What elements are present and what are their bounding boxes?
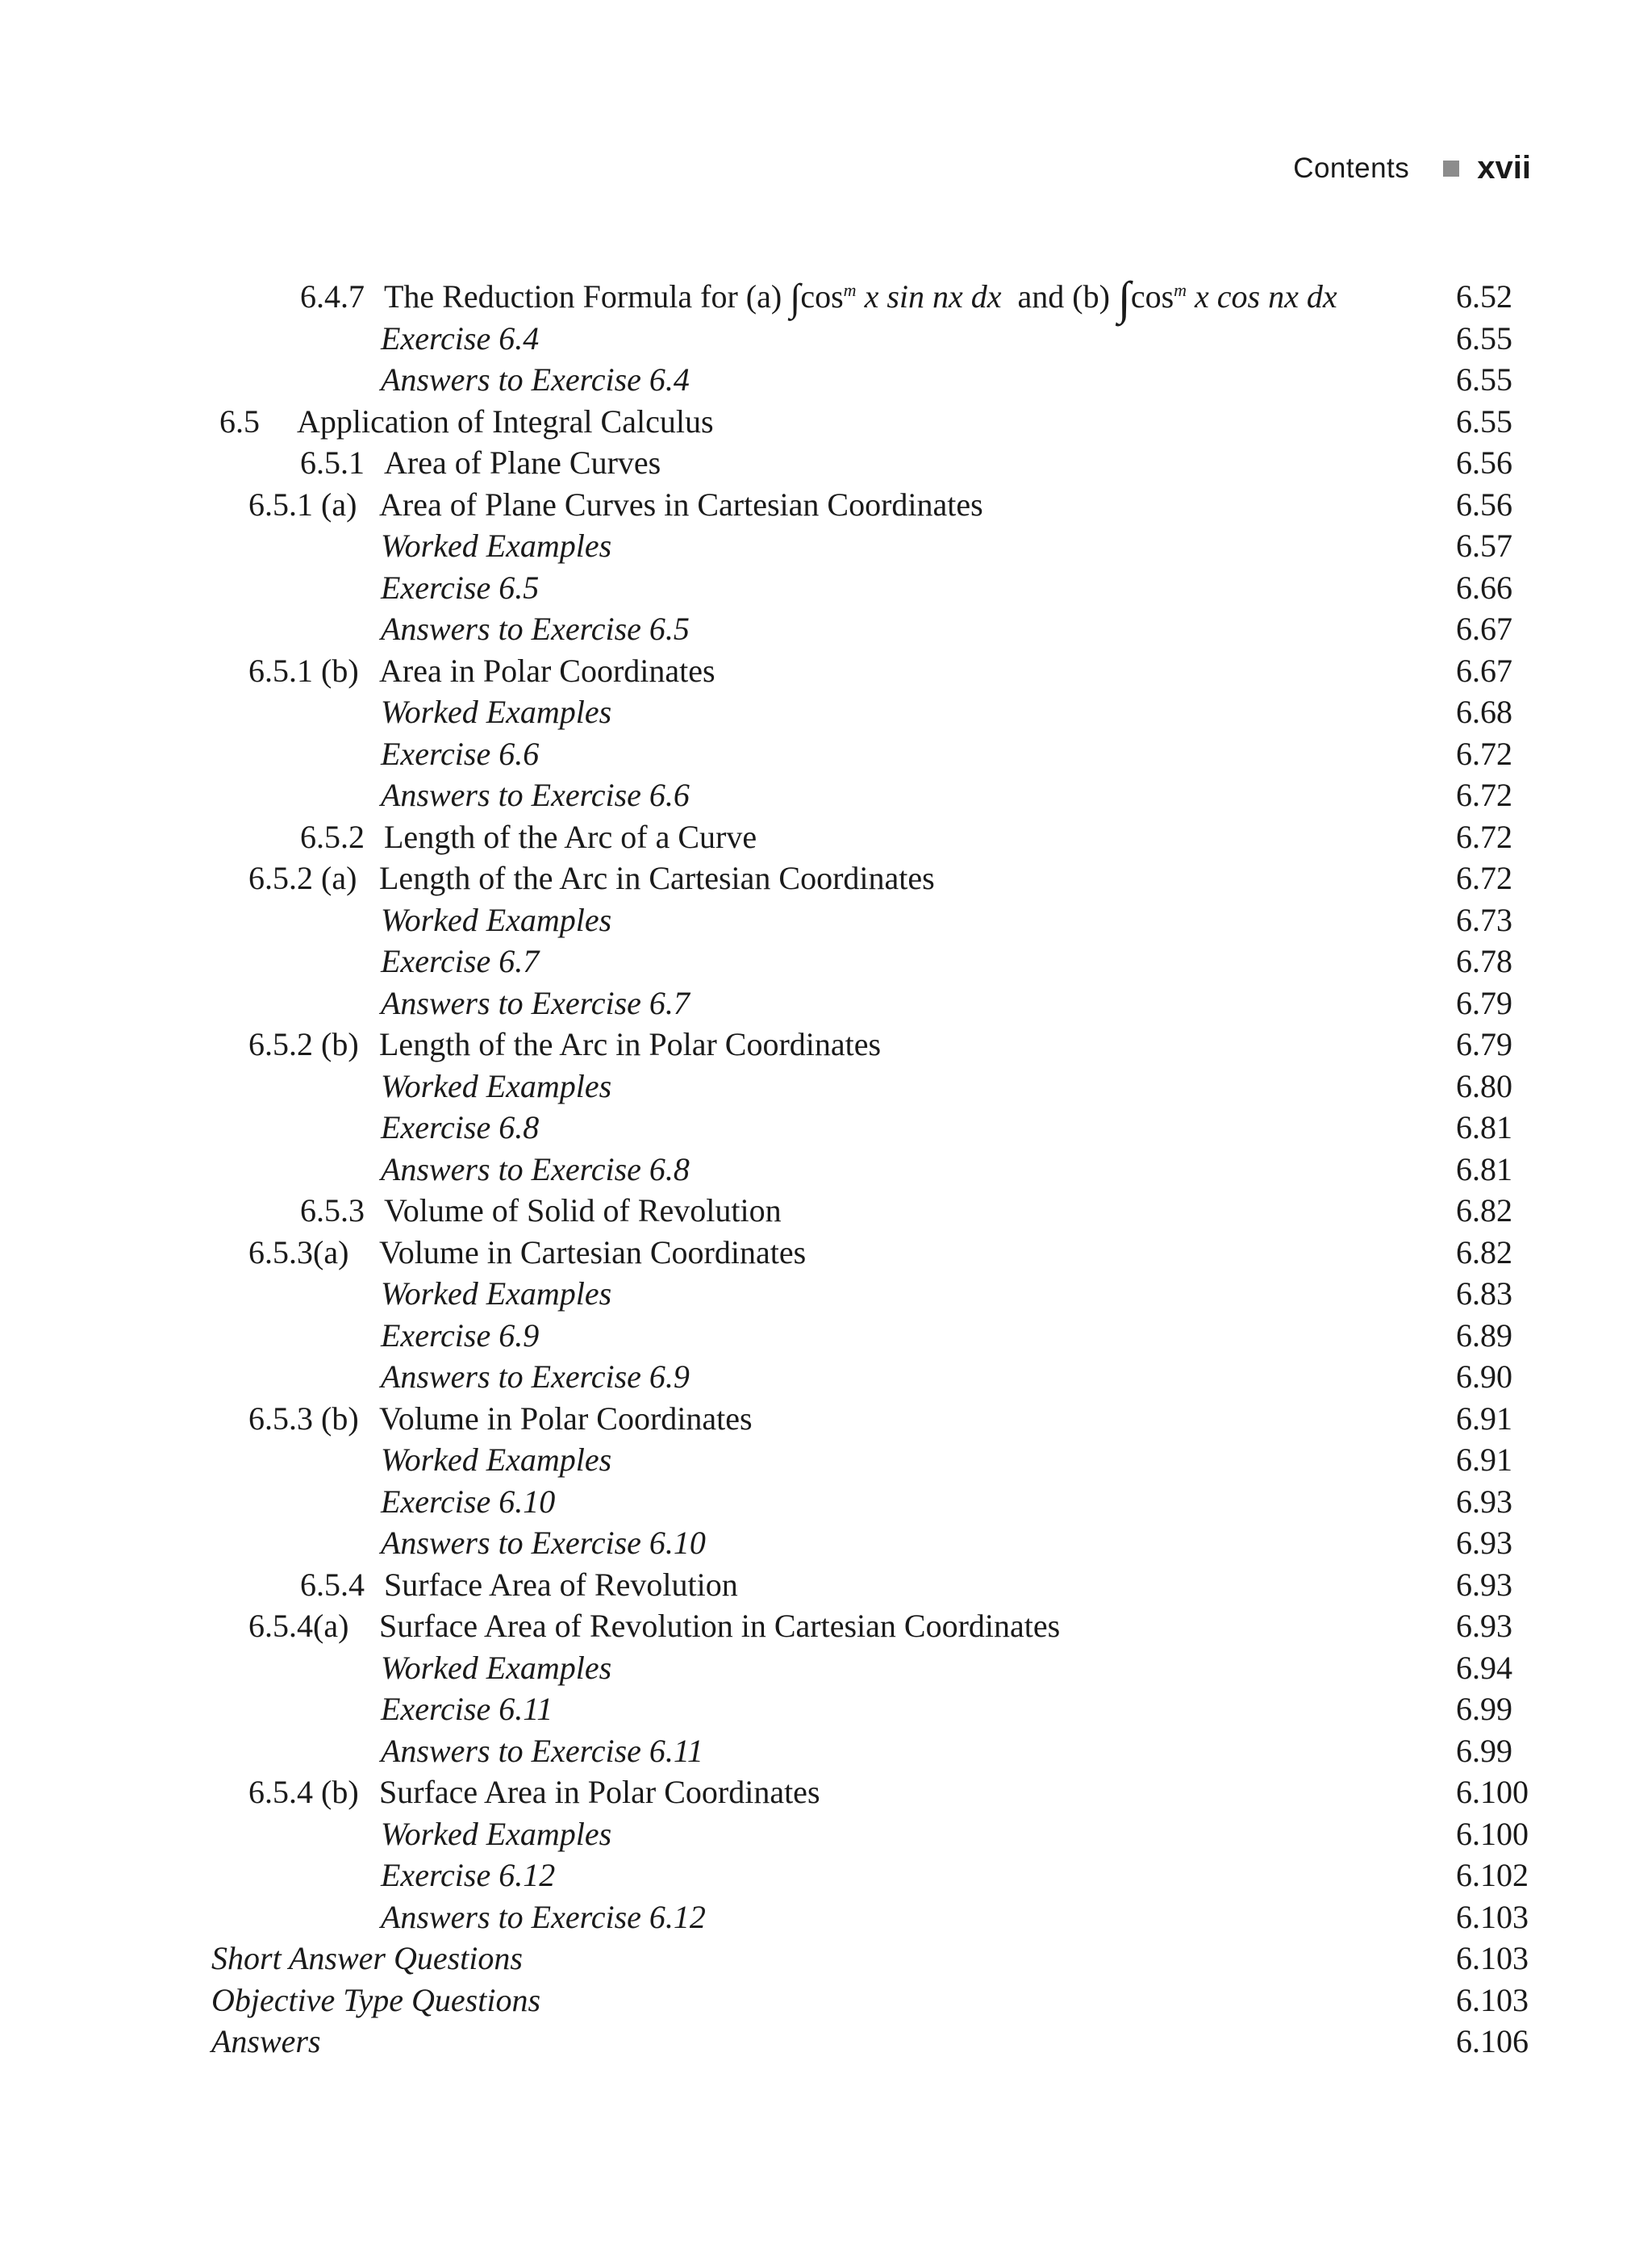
toc-page: 6.99 <box>1456 1732 1512 1769</box>
toc-title: Answers to Exercise 6.8 <box>381 1150 690 1187</box>
toc-number: 6.5.4(a) <box>248 1608 349 1644</box>
toc-row <box>0 1315 1652 1357</box>
toc-row <box>0 1605 1652 1647</box>
toc-page: 6.79 <box>1456 1026 1512 1062</box>
toc-page: 6.93 <box>1456 1483 1512 1520</box>
toc-title-formula: The Reduction Formula for (a) $\int\cos^m$ x sin nx dx and (b) $\int\cos^m$ x cos nx dx <box>384 272 1337 324</box>
toc-page: 6.93 <box>1456 1566 1512 1603</box>
toc-page: 6.55 <box>1456 361 1512 398</box>
toc-title: Area of Plane Curves <box>384 444 661 481</box>
toc-row <box>0 1854 1652 1896</box>
toc-title: Surface Area in Polar Coordinates <box>379 1774 820 1810</box>
toc-title: Exercise 6.12 <box>381 1857 556 1893</box>
toc-number: 6.5.4 <box>300 1566 365 1603</box>
toc-page: 6.80 <box>1456 1067 1512 1104</box>
toc-row <box>0 1356 1652 1398</box>
header-section-title: Contents <box>1293 152 1410 184</box>
toc-title: Exercise 6.9 <box>381 1316 540 1354</box>
toc-number: 6.5.2 (a) <box>248 860 357 896</box>
toc-row-formula <box>0 272 1652 324</box>
toc-page: 6.67 <box>1456 652 1512 689</box>
toc-title: Volume in Cartesian Coordinates <box>379 1233 807 1270</box>
toc-page: 6.67 <box>1456 611 1512 647</box>
toc-number: 6.5.3(a) <box>248 1233 349 1270</box>
toc-page: 6.90 <box>1456 1358 1512 1395</box>
toc-page: 6.83 <box>1456 1275 1512 1312</box>
toc-page: 6.56 <box>1456 444 1512 481</box>
toc-page: 6.81 <box>1456 1109 1512 1145</box>
toc-row <box>0 1232 1652 1274</box>
toc-title: Worked Examples <box>381 1649 612 1686</box>
toc-page: 6.55 <box>1456 319 1512 357</box>
toc-row <box>0 1730 1652 1772</box>
toc-title: Exercise 6.4 <box>381 319 540 357</box>
toc-title: Answers to Exercise 6.11 <box>381 1732 703 1769</box>
toc-page: 6.55 <box>1456 403 1512 440</box>
toc-title: Exercise 6.10 <box>381 1483 556 1520</box>
toc-title: Answers to Exercise 6.6 <box>381 777 690 813</box>
toc-page: 6.72 <box>1456 777 1512 813</box>
toc-row <box>0 1564 1652 1606</box>
toc-page: 6.102 <box>1456 1857 1529 1893</box>
toc-number: 6.5.2 (b) <box>248 1026 359 1062</box>
toc-title: Exercise 6.5 <box>381 569 540 606</box>
toc-row <box>0 857 1652 899</box>
toc-title: Answers to Exercise 6.5 <box>381 611 690 647</box>
toc-page: 6.103 <box>1456 1940 1529 1976</box>
toc-row <box>0 1439 1652 1481</box>
toc-title: Length of the Arc in Polar Coordinates <box>379 1026 882 1062</box>
toc-page: 6.72 <box>1456 818 1512 855</box>
toc-number: 6.5.3 (b) <box>248 1400 359 1437</box>
header-square-icon <box>1443 161 1459 177</box>
toc-page: 6.81 <box>1456 1150 1512 1187</box>
toc-row <box>0 733 1652 775</box>
toc-row <box>0 774 1652 816</box>
toc-title: Short Answer Questions <box>211 1940 523 1976</box>
toc-row <box>0 1647 1652 1689</box>
toc-row <box>0 650 1652 692</box>
toc-page: 6.93 <box>1456 1525 1512 1561</box>
toc-row <box>0 484 1652 526</box>
toc-number: 6.5.1 (a) <box>248 486 357 523</box>
toc-title: Answers <box>211 2023 321 2059</box>
toc-row <box>0 1190 1652 1232</box>
toc-title: Surface Area of Revolution <box>384 1566 738 1603</box>
toc-row <box>0 1066 1652 1108</box>
toc-number: 6.5.3 <box>300 1192 365 1229</box>
toc-number: 6.4.7 <box>300 278 365 315</box>
toc-page: 6.79 <box>1456 984 1512 1021</box>
toc-row <box>0 1522 1652 1564</box>
toc-title: Answers to Exercise 6.10 <box>381 1525 706 1561</box>
toc-row <box>0 941 1652 982</box>
toc-row <box>0 1980 1652 2021</box>
toc-title: Worked Examples <box>381 901 612 938</box>
toc-title: Exercise 6.6 <box>381 735 540 772</box>
toc-title: Application of Integral Calculus <box>297 403 714 440</box>
toc-row <box>0 1149 1652 1191</box>
toc-row <box>0 318 1652 360</box>
toc-number: 6.5.2 <box>300 818 365 855</box>
toc-title: Volume of Solid of Revolution <box>384 1192 782 1229</box>
toc-title: Worked Examples <box>381 1067 612 1104</box>
toc-title: Volume in Polar Coordinates <box>379 1400 753 1437</box>
toc-page: 6.73 <box>1456 901 1512 938</box>
toc-page: 6.91 <box>1456 1400 1512 1437</box>
toc-page: 6.68 <box>1456 694 1512 730</box>
toc-number: 6.5.1 <box>300 444 365 481</box>
toc-row <box>0 691 1652 733</box>
toc-page: 6.99 <box>1456 1691 1512 1727</box>
toc-page: 6.94 <box>1456 1649 1512 1686</box>
toc-row <box>0 899 1652 941</box>
toc-row <box>0 608 1652 650</box>
toc-number: 6.5 <box>219 403 260 440</box>
toc-row <box>0 442 1652 484</box>
toc-row <box>0 1398 1652 1440</box>
running-header <box>1293 150 1531 186</box>
toc-page: 6.106 <box>1456 2023 1529 2059</box>
table-of-contents <box>0 272 1652 2063</box>
toc-title: Worked Examples <box>381 1441 612 1478</box>
toc-number: 6.5.4 (b) <box>248 1774 359 1810</box>
toc-row <box>0 1481 1652 1523</box>
toc-row <box>0 525 1652 567</box>
toc-title: Length of the Arc in Cartesian Coordinates <box>379 860 935 896</box>
toc-title: Length of the Arc of a Curve <box>384 818 757 855</box>
toc-page: 6.82 <box>1456 1233 1512 1270</box>
toc-row <box>0 1688 1652 1730</box>
toc-page: 6.100 <box>1456 1815 1529 1852</box>
toc-row <box>0 1024 1652 1066</box>
header-page-number: xvii <box>1477 150 1531 186</box>
toc-row <box>0 567 1652 609</box>
toc-page: 6.66 <box>1456 569 1512 606</box>
toc-page: 6.100 <box>1456 1774 1529 1810</box>
toc-title: Answers to Exercise 6.9 <box>381 1358 690 1395</box>
toc-title: Area in Polar Coordinates <box>379 652 715 689</box>
toc-row <box>0 2021 1652 2063</box>
toc-row <box>0 816 1652 858</box>
toc-row <box>0 1107 1652 1149</box>
toc-page: 6.89 <box>1456 1316 1512 1354</box>
toc-title: Objective Type Questions <box>211 1981 541 2018</box>
toc-page: 6.91 <box>1456 1441 1512 1478</box>
toc-title: Exercise 6.7 <box>381 943 540 979</box>
toc-page: 6.78 <box>1456 943 1512 979</box>
toc-title: Worked Examples <box>381 1815 612 1852</box>
toc-row <box>0 401 1652 443</box>
toc-row <box>0 1896 1652 1938</box>
toc-number: 6.5.1 (b) <box>248 652 359 689</box>
toc-row <box>0 1273 1652 1315</box>
toc-page: 6.52 <box>1456 278 1512 315</box>
toc-title: Answers to Exercise 6.7 <box>381 984 690 1021</box>
toc-page: 6.56 <box>1456 486 1512 523</box>
toc-row <box>0 1813 1652 1855</box>
toc-page: 6.57 <box>1456 528 1512 564</box>
toc-page: 6.72 <box>1456 860 1512 896</box>
toc-page: 6.103 <box>1456 1981 1529 2018</box>
toc-title: Answers to Exercise 6.12 <box>381 1898 706 1935</box>
toc-title: Surface Area of Revolution in Cartesian Coordinates <box>379 1608 1061 1644</box>
toc-row <box>0 1771 1652 1813</box>
toc-row <box>0 982 1652 1024</box>
toc-title: Worked Examples <box>381 528 612 564</box>
toc-page: 6.103 <box>1456 1898 1529 1935</box>
toc-title: Exercise 6.11 <box>381 1691 553 1727</box>
toc-title: Answers to Exercise 6.4 <box>381 361 690 398</box>
toc-row <box>0 1938 1652 1980</box>
toc-page: 6.93 <box>1456 1608 1512 1644</box>
toc-title: Area of Plane Curves in Cartesian Coordinates <box>379 486 983 523</box>
toc-page: 6.72 <box>1456 735 1512 772</box>
toc-title: Worked Examples <box>381 694 612 730</box>
toc-page: 6.82 <box>1456 1192 1512 1229</box>
toc-title: Worked Examples <box>381 1275 612 1312</box>
toc-title: Exercise 6.8 <box>381 1109 540 1145</box>
toc-row <box>0 359 1652 401</box>
